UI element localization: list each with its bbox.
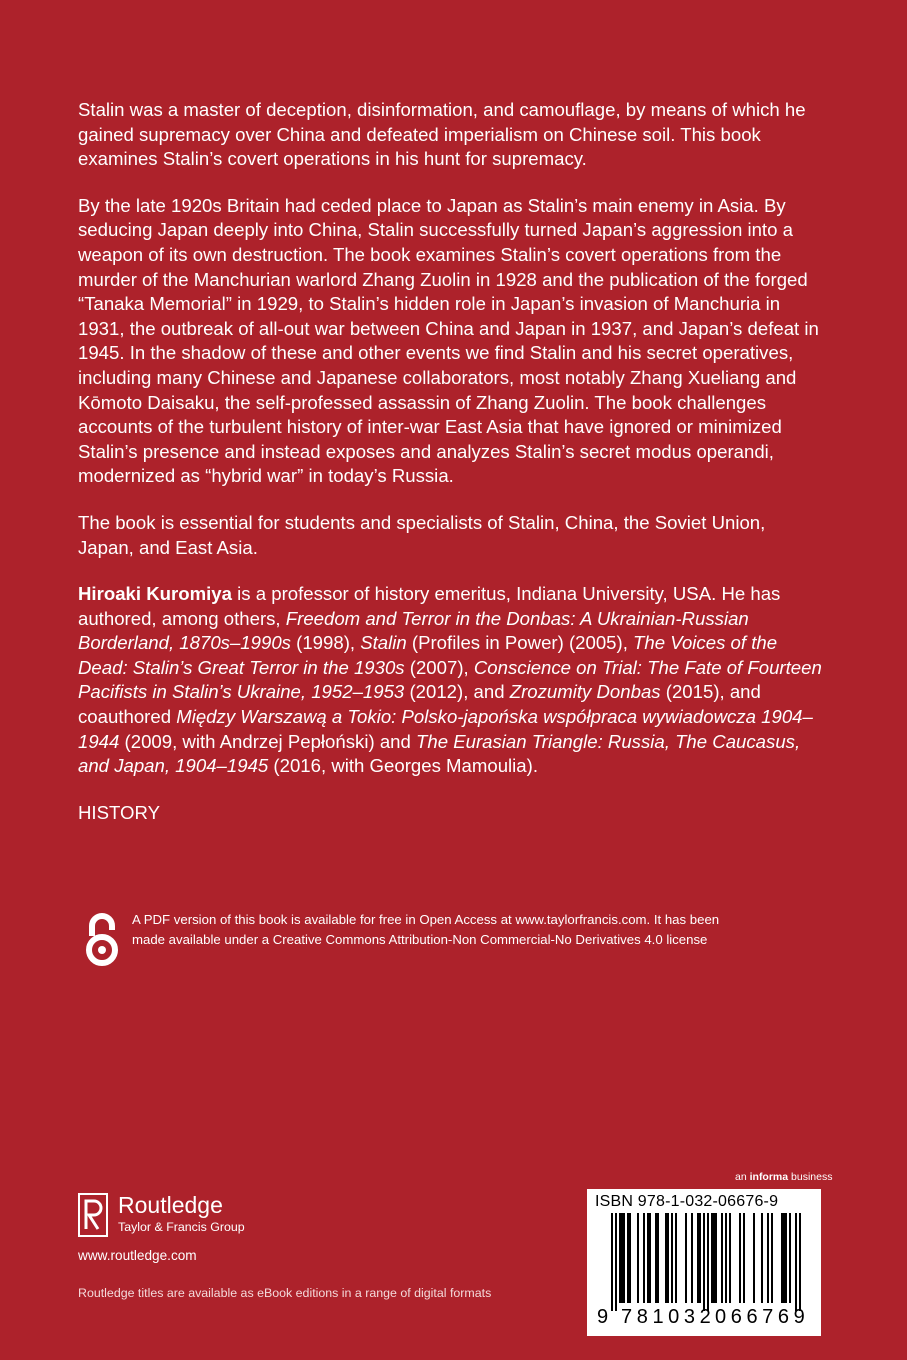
- back-cover-blurb: [78, 98, 823, 847]
- barcode-bar: [725, 1213, 727, 1303]
- barcode-bar: [767, 1213, 769, 1303]
- barcode-bar: [685, 1213, 687, 1303]
- barcode-bar: [713, 1213, 715, 1303]
- barcode-bar: [783, 1213, 785, 1303]
- subject-category: HISTORY: [78, 801, 160, 823]
- barcode-bar: [781, 1213, 783, 1303]
- barcode-first-digit: 9: [597, 1306, 609, 1328]
- barcode-bar: [795, 1213, 797, 1311]
- barcode-bar: [649, 1213, 651, 1303]
- author-name: Hiroaki Kuromiya: [78, 583, 232, 605]
- barcode-bar: [703, 1213, 705, 1311]
- isbn-text: ISBN 978-1-032-06676-9: [595, 1193, 779, 1210]
- barcode-bar: [655, 1213, 657, 1303]
- barcode-bar: [615, 1213, 617, 1311]
- barcode-bar: [619, 1213, 621, 1303]
- publisher-name: Routledge: [118, 1192, 223, 1218]
- barcode-bar: [729, 1213, 731, 1303]
- open-access-notice: [78, 910, 838, 968]
- barcode-bar: [671, 1213, 673, 1303]
- isbn-barcode: [587, 1189, 821, 1336]
- barcode-bar: [785, 1213, 787, 1303]
- barcode-bar: [721, 1213, 723, 1303]
- blurb-paragraph-1: Stalin was a master of deception, disinformation, and camouflage, by means of which he gained supremacy over China and defeated imperialism on Chinese soil. This book examines Stalin’s covert operations in his hunt for supremacy.: [78, 99, 806, 170]
- barcode-bar: [647, 1213, 649, 1303]
- barcode-bar: [753, 1213, 755, 1303]
- blurb-paragraph-3: The book is essential for students and specialists of Stalin, China, the Soviet Union, Japan, and East Asia.: [78, 511, 766, 558]
- barcode-bar: [667, 1213, 669, 1303]
- informa-tagline: an informa business: [735, 1171, 833, 1183]
- barcode-bar: [697, 1213, 699, 1303]
- barcode-bar: [621, 1213, 623, 1303]
- open-access-line-1: A PDF version of this book is available for free in Open Access at www.taylorfrancis.com. It has been: [132, 912, 720, 927]
- barcode-bar: [637, 1213, 639, 1303]
- publisher-group: Taylor & Francis Group: [118, 1220, 245, 1234]
- barcode-bar: [771, 1213, 773, 1303]
- barcode-bar: [739, 1213, 741, 1303]
- routledge-logo-icon: [78, 1193, 108, 1237]
- barcode-bar: [643, 1213, 645, 1303]
- barcode-bar: [629, 1213, 631, 1303]
- barcode-bar: [711, 1213, 713, 1303]
- publisher-url[interactable]: www.routledge.com: [78, 1248, 197, 1263]
- barcode-bar: [675, 1213, 677, 1303]
- barcode-bar: [743, 1213, 745, 1303]
- barcode-digits-left: 781032: [621, 1306, 716, 1328]
- barcode-bar: [623, 1213, 625, 1303]
- barcode-bar: [715, 1213, 717, 1303]
- barcode-bar: [699, 1213, 701, 1303]
- open-access-line-2: made available under a Creative Commons Attribution-Non Commercial-No Derivatives 4.0 license: [132, 932, 708, 947]
- barcode-bar: [761, 1213, 763, 1303]
- blurb-paragraph-2: By the late 1920s Britain had ceded place to Japan as Stalin’s main enemy in Asia. By seducing Japan deeply into China, Stalin successfully turned Japan’s aggression into a weapon of its own destruction. The book examines Stalin’s covert operations from the murder of the Manchurian warlord Zhang Zuolin in 1928 and the publication of the forged “Tanaka Memorial” in 1929, to Stalin’s hidden role in Japan’s invasion of Manchuria in 1931, the outbreak of all-out war between China and Japan in 1937, and Japan’s defeat in 1945. In the shadow of these and other events we find Stalin and his secret operatives, including many Chinese and Japanese collaborators, most notably Zhang Xueliang and Kōmoto Daisaku, the self-professed assassin of Zhang Zuolin. The book challenges accounts of the turbulent history of inter-war East Asia that have ignored or minimized Stalin’s presence and instead exposes and analyzes Stalin’s secret modus operandi, modernized as “hybrid war” in today’s Russia.: [78, 194, 819, 487]
- publisher-logo: [78, 1193, 245, 1237]
- barcode-bar: [799, 1213, 801, 1311]
- barcode-bar: [789, 1213, 791, 1303]
- barcode-bar: [691, 1213, 693, 1303]
- author-bio: Hiroaki Kuromiya is a professor of history emeritus, Indiana University, USA. He has authored, among others, Freedom and Terror in the Donbas: A Ukrainian-Russian Borderland, 1870s–1990s (1998), Stalin (Profiles in Power) (2005), The Voices of the Dead: Stalin’s Great Terror in the 1930s (2007), Conscience on Trial: The Fate of Fourteen Pacifists in Stalin’s Ukraine, 1952–1953 (2012), and Zrozumity Donbas (2015), and coauthored Między Warszawą a Tokio: Polsko-japońska współpraca wywiadowcza 1904–1944 (2009, with Andrzej Pepłoński) and The Eurasian Triangle: Russia, The Caucasus, and Japan, 1904–1945 (2016, with Georges Mamoulia).: [78, 583, 822, 777]
- barcode-digits-right: 066769: [715, 1306, 810, 1328]
- barcode-bars: [587, 1213, 821, 1311]
- ebook-notice: Routledge titles are available as eBook editions in a range of digital formats: [78, 1286, 492, 1300]
- barcode-bar: [707, 1213, 709, 1311]
- barcode-bar: [657, 1213, 659, 1303]
- open-access-icon: [78, 912, 126, 968]
- barcode-bar: [665, 1213, 667, 1303]
- barcode-bar: [611, 1213, 613, 1311]
- barcode-bar: [627, 1213, 629, 1303]
